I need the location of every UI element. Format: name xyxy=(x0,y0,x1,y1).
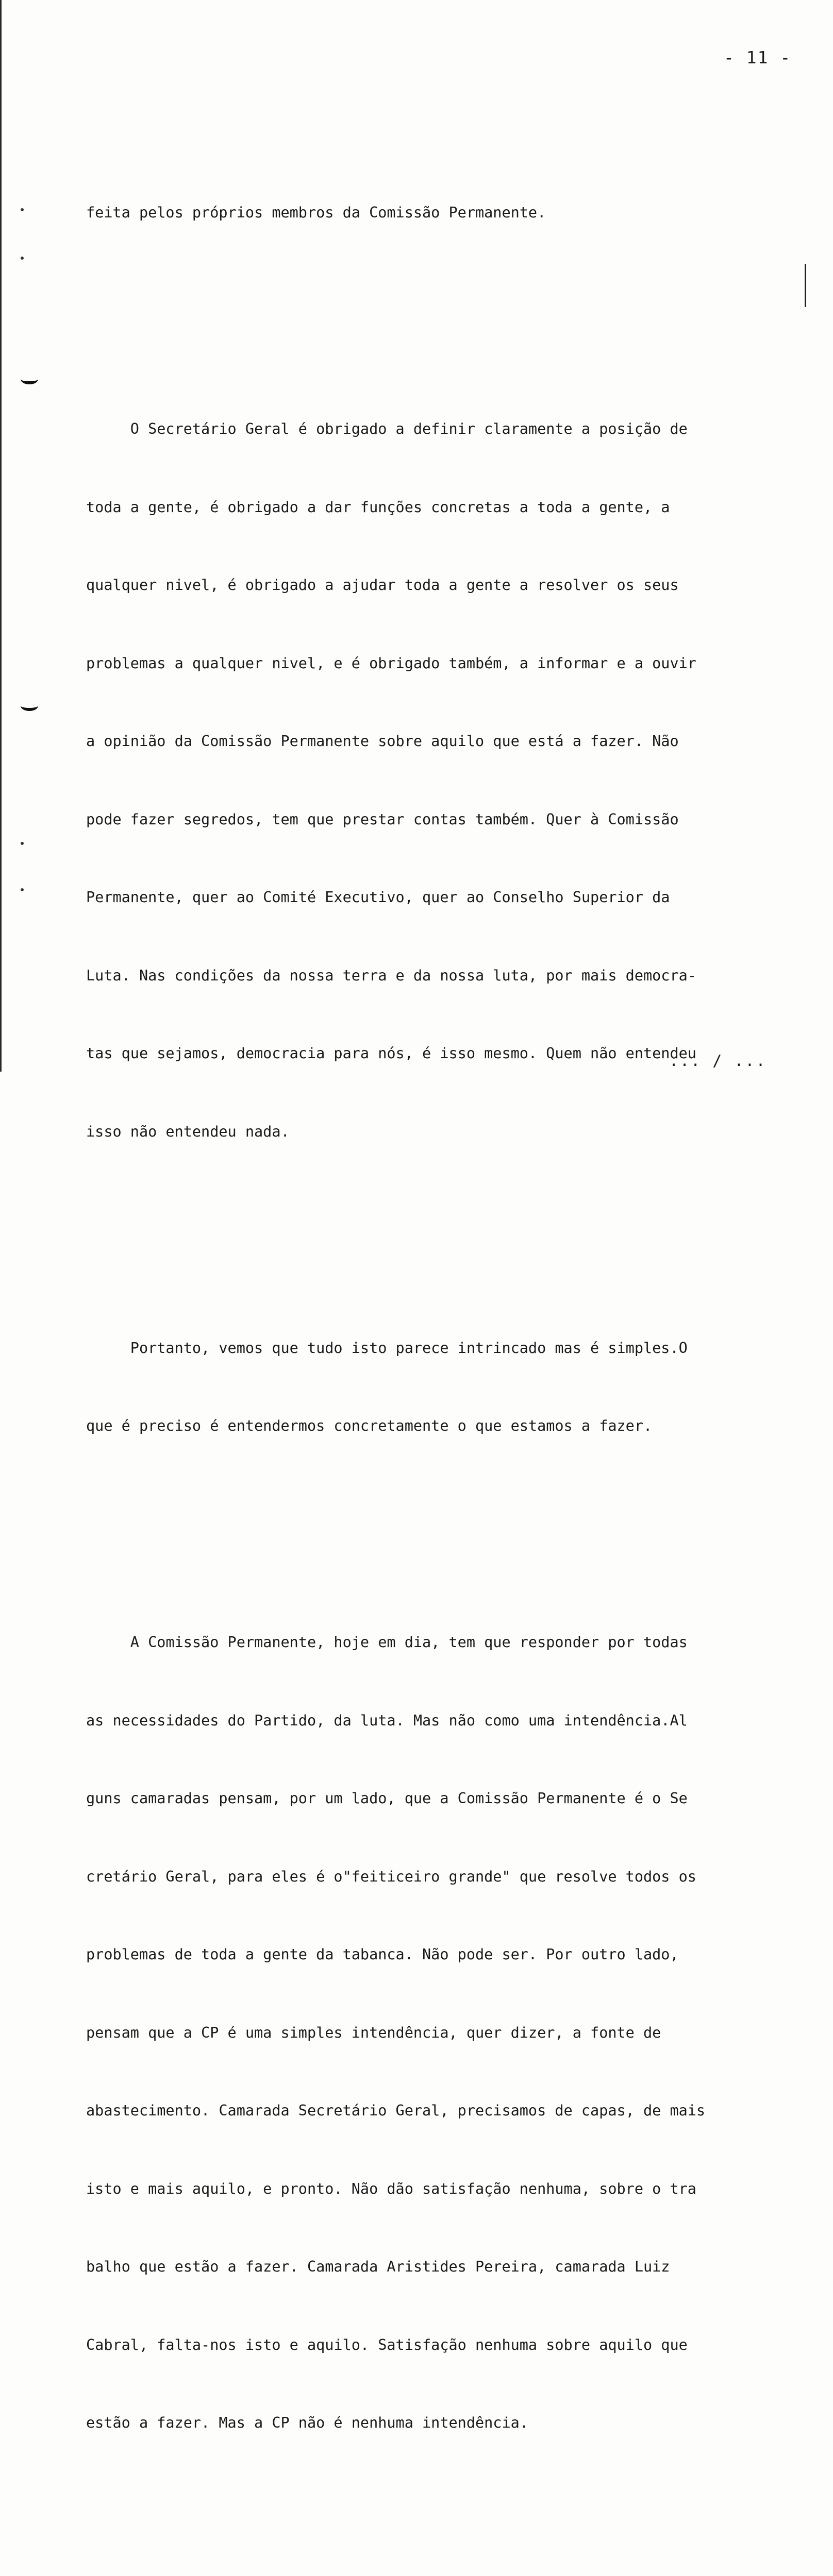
text-line: isto e mais aquilo, e pronto. Não dão satisfação nenhuma, sobre o tra xyxy=(86,2180,696,2197)
text-line: Luta. Nas condições da nossa terra e da nossa luta, por mais democra- xyxy=(86,967,696,984)
text-line: balho que estão a fazer. Camarada Aristides Pereira, camarada Luiz xyxy=(86,2258,670,2275)
margin-dot-mark xyxy=(21,208,24,211)
text-line: A Comissão Permanente, hoje em dia, tem que responder por todas xyxy=(86,1634,688,1651)
text-line: qualquer nivel, é obrigado a ajudar toda a gente a resolver os seus xyxy=(86,577,679,594)
page-number: - 11 - xyxy=(724,47,792,67)
text-line: pensam que a CP é uma simples intendência, quer dizer, a fonte de xyxy=(86,2024,661,2041)
text-line: toda a gente, é obrigado a dar funções concretas a toda a gente, a xyxy=(86,498,670,516)
margin-dot-mark xyxy=(21,257,24,260)
punch-hole-mark xyxy=(21,374,38,384)
paragraph-2 xyxy=(86,364,828,1197)
margin-vertical-mark xyxy=(805,264,806,307)
text-line: pode fazer segredos, tem que prestar contas também. Quer à Comissão xyxy=(86,810,679,828)
text-line: isso não entendeu nada. xyxy=(86,1123,290,1140)
paragraph-3 xyxy=(86,1283,828,1492)
paragraph-4 xyxy=(86,1578,828,2488)
text-line: feita pelos próprios membros da Comissão Permanente. xyxy=(86,204,546,221)
text-line: problemas de toda a gente da tabanca. Não pode ser. Por outro lado, xyxy=(86,1946,679,1963)
paragraph-1 xyxy=(86,148,828,278)
text-line: Permanente, quer ao Comité Executivo, quer ao Conselho Superior da xyxy=(86,889,670,906)
text-line: cretário Geral, para eles é o"feiticeiro grande" que resolve todos os xyxy=(86,1868,696,1885)
text-line: a opinião da Comissão Permanente sobre aquilo que está a fazer. Não xyxy=(86,733,679,750)
text-line: Cabral, falta-nos isto e aquilo. Satisfação nenhuma sobre aquilo que xyxy=(86,2336,688,2353)
text-line: tas que sejamos, democracia para nós, é isso mesmo. Quem não entendeu xyxy=(86,1045,696,1062)
text-line: guns camaradas pensam, por um lado, que a Comissão Permanente é o Se xyxy=(86,1790,688,1807)
text-line: que é preciso é entendermos concretamente o que estamos a fazer. xyxy=(86,1417,653,1434)
continuation-marker: ... / ... xyxy=(669,1052,767,1070)
text-line: abastecimento. Camarada Secretário Geral, precisamos de capas, de mais xyxy=(86,2102,706,2119)
text-line: problemas a qualquer nivel, e é obrigado também, a informar e a ouvir xyxy=(86,654,696,672)
margin-dot-mark xyxy=(21,842,24,845)
text-line: O Secretário Geral é obrigado a definir claramente a posição de xyxy=(86,420,688,437)
page-left-edge xyxy=(0,0,2,1072)
text-line: as necessidades do Partido, da luta. Mas não como uma intendência.Al xyxy=(86,1711,688,1729)
text-line: estão a fazer. Mas a CP não é nenhuma intendência. xyxy=(86,2414,528,2431)
text-line: Portanto, vemos que tudo isto parece intrincado mas é simples.O xyxy=(86,1339,688,1357)
body-text xyxy=(86,96,828,2576)
punch-hole-mark xyxy=(21,701,38,711)
margin-dot-mark xyxy=(21,888,24,891)
